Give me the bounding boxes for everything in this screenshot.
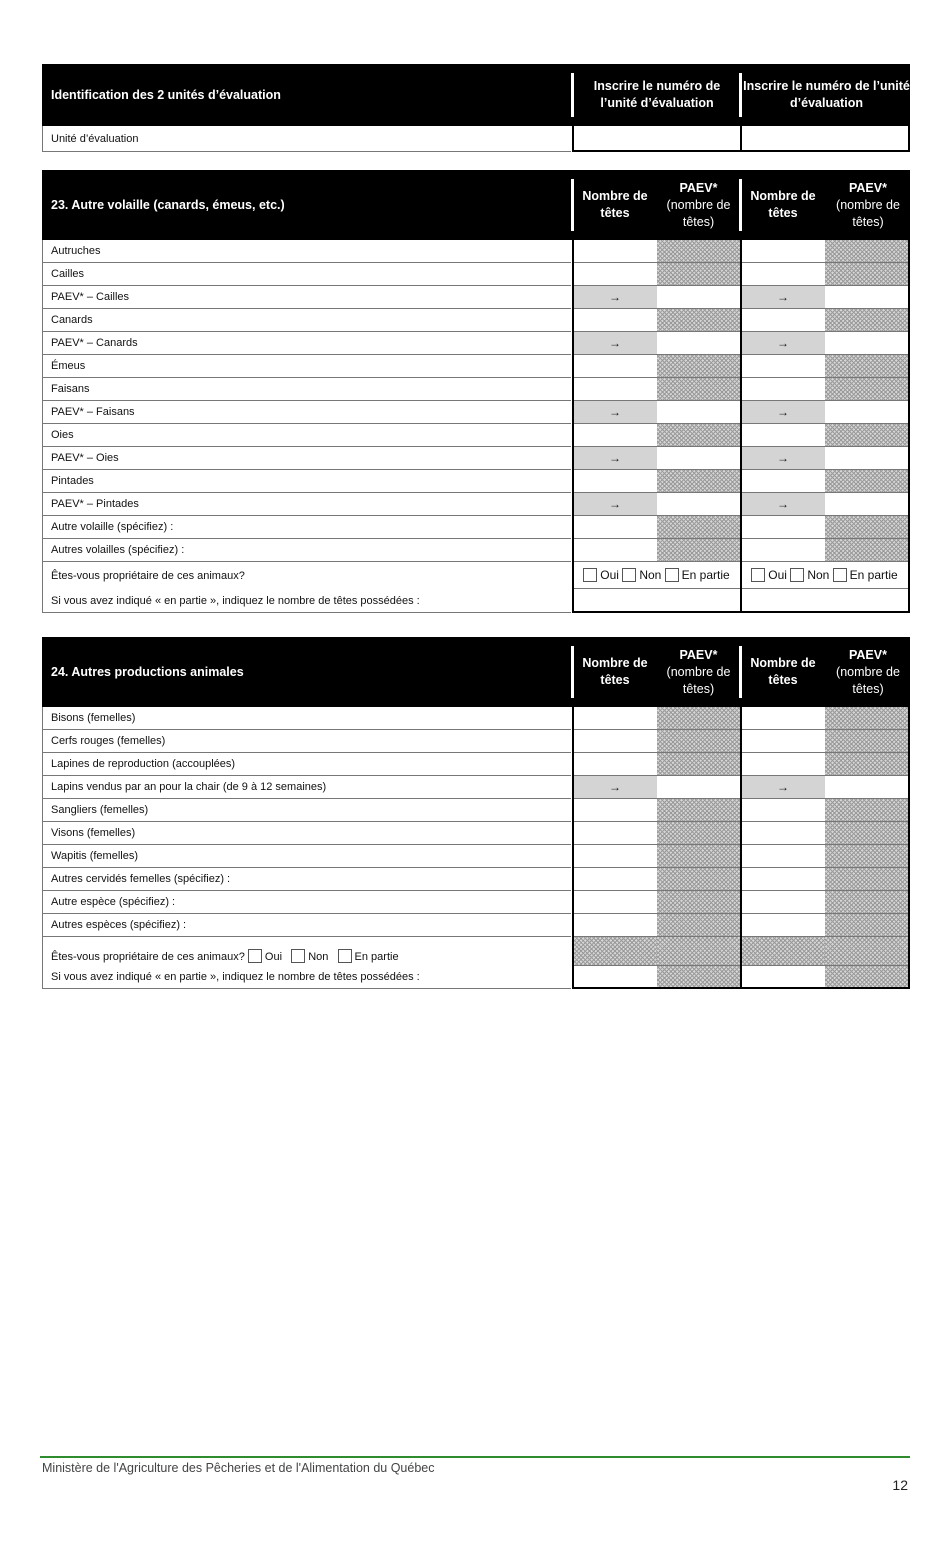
arrow-icon: → bbox=[741, 286, 825, 309]
table-row bbox=[42, 730, 910, 753]
hatched-cell bbox=[825, 753, 908, 776]
row-label: PAEV* – Cailles bbox=[42, 286, 571, 309]
section-24-header bbox=[42, 637, 910, 707]
unit2-header: Inscrire le numéro de l’unité d’évaluation bbox=[743, 79, 910, 110]
identification-table bbox=[42, 64, 910, 152]
hatched-cell bbox=[657, 355, 740, 378]
row-label: Autres espèces (spécifiez) : bbox=[42, 914, 571, 937]
arrow-icon: → bbox=[573, 286, 657, 309]
s23-unit1-partial-input[interactable] bbox=[573, 589, 740, 613]
hatched-cell bbox=[657, 730, 740, 753]
nombre-input[interactable] bbox=[573, 845, 657, 868]
arrow-icon: → bbox=[573, 776, 657, 799]
en-partie-checkbox[interactable] bbox=[665, 568, 679, 582]
oui-checkbox[interactable] bbox=[751, 568, 765, 582]
hatched-cell bbox=[657, 822, 740, 845]
table-row bbox=[42, 845, 910, 868]
paev-input[interactable] bbox=[657, 493, 740, 516]
nombre-input[interactable] bbox=[573, 730, 657, 753]
nombre-input[interactable] bbox=[741, 539, 825, 562]
table-row bbox=[42, 401, 910, 424]
table-row bbox=[42, 355, 910, 378]
hatched-cell bbox=[657, 263, 740, 286]
row-label: Wapitis (femelles) bbox=[42, 845, 571, 868]
hatched-cell bbox=[825, 730, 908, 753]
nombre-input[interactable] bbox=[741, 845, 825, 868]
paev-input[interactable] bbox=[657, 401, 740, 424]
hatched-cell bbox=[825, 914, 908, 937]
identification-title: Identification des 2 unités d’évaluation bbox=[51, 88, 281, 102]
unit1-number-input[interactable] bbox=[573, 126, 740, 152]
table-row bbox=[42, 891, 910, 914]
row-label: Cailles bbox=[42, 263, 571, 286]
nombre-input[interactable] bbox=[573, 707, 657, 730]
section-23-header bbox=[42, 170, 910, 240]
nombre-input[interactable] bbox=[573, 799, 657, 822]
nombre-input[interactable] bbox=[741, 355, 825, 378]
table-row bbox=[42, 493, 910, 516]
table-row bbox=[42, 447, 910, 470]
nombre-input[interactable] bbox=[741, 309, 825, 332]
row-label: Visons (femelles) bbox=[42, 822, 571, 845]
section-23-table bbox=[42, 170, 910, 613]
hatched-cell bbox=[825, 355, 908, 378]
arrow-icon: → bbox=[573, 447, 657, 470]
row-label: Autre espèce (spécifiez) : bbox=[42, 891, 571, 914]
en-partie-checkbox[interactable] bbox=[833, 568, 847, 582]
arrow-icon: → bbox=[573, 401, 657, 424]
row-label: Autre volaille (spécifiez) : bbox=[42, 516, 571, 539]
table-row bbox=[42, 822, 910, 845]
unit2-number-input[interactable] bbox=[741, 126, 908, 152]
nombre-input[interactable] bbox=[573, 470, 657, 493]
table-row bbox=[42, 516, 910, 539]
nombre-input[interactable] bbox=[741, 707, 825, 730]
arrow-icon: → bbox=[741, 776, 825, 799]
unit1-header: Inscrire le numéro de l’unité d’évaluation bbox=[593, 79, 721, 110]
s23-ownership-question: Êtes-vous propriétaire de ces animaux? bbox=[42, 562, 571, 589]
hatched-cell bbox=[825, 822, 908, 845]
s23-unit2-nombre-header: Nombre de têtes bbox=[750, 189, 816, 220]
paev-input[interactable] bbox=[825, 401, 908, 424]
row-label: PAEV* – Faisans bbox=[42, 401, 571, 424]
row-label: Pintades bbox=[42, 470, 571, 493]
row-label: Autres cervidés femelles (spécifiez) : bbox=[42, 868, 571, 891]
table-row bbox=[42, 753, 910, 776]
s23-partial-question: Si vous avez indiqué « en partie », indiquez le nombre de têtes possédées : bbox=[42, 589, 571, 613]
s24-unit2-partial-input[interactable] bbox=[741, 966, 825, 989]
s24-unit1-paev-header: PAEV* (nombre de têtes) bbox=[666, 647, 731, 696]
s24-unit1-partial-input[interactable] bbox=[573, 966, 657, 989]
row-label: Autres volailles (spécifiez) : bbox=[42, 539, 571, 562]
arrow-icon: → bbox=[741, 493, 825, 516]
arrow-icon: → bbox=[741, 447, 825, 470]
hatched-cell bbox=[825, 799, 908, 822]
row-label: PAEV* – Canards bbox=[42, 332, 571, 355]
row-label: Cerfs rouges (femelles) bbox=[42, 730, 571, 753]
nombre-input[interactable] bbox=[741, 914, 825, 937]
section-24-title: 24. Autres productions animales bbox=[51, 665, 244, 679]
paev-input[interactable] bbox=[657, 776, 740, 799]
nombre-input[interactable] bbox=[741, 516, 825, 539]
s23-unit2-ownership-options: Oui Non En partie bbox=[741, 562, 908, 589]
table-row bbox=[42, 539, 910, 562]
hatched-cell bbox=[657, 914, 740, 937]
row-label: Émeus bbox=[42, 355, 571, 378]
table-row bbox=[42, 707, 910, 730]
nombre-input[interactable] bbox=[741, 730, 825, 753]
paev-input[interactable] bbox=[825, 776, 908, 799]
table-row bbox=[42, 263, 910, 286]
s24-unit1-nombre-header: Nombre de têtes bbox=[582, 656, 648, 687]
row-label: Canards bbox=[42, 309, 571, 332]
s24-ownership-question: Êtes-vous propriétaire de ces animaux? Oui Non En partie bbox=[42, 937, 571, 966]
hatched-cell bbox=[657, 470, 740, 493]
unit-row-label: Unité d’évaluation bbox=[42, 126, 571, 152]
hatched-cell bbox=[657, 753, 740, 776]
hatched-cell bbox=[825, 868, 908, 891]
page-number: 12 bbox=[892, 1477, 908, 1493]
section-24-table bbox=[42, 637, 910, 989]
s24-partial-question: Si vous avez indiqué « en partie », indiquez le nombre de têtes possédées : bbox=[42, 966, 571, 989]
identification-header bbox=[42, 64, 910, 126]
table-row bbox=[42, 470, 910, 493]
paev-input[interactable] bbox=[825, 286, 908, 309]
s23-unit1-ownership-options: Oui Non En partie bbox=[573, 562, 740, 589]
paev-input[interactable] bbox=[825, 447, 908, 470]
hatched-cell bbox=[825, 891, 908, 914]
table-row bbox=[42, 799, 910, 822]
row-label: Autruches bbox=[42, 240, 571, 263]
paev-input[interactable] bbox=[657, 332, 740, 355]
hatched-cell bbox=[657, 378, 740, 401]
paev-input[interactable] bbox=[657, 286, 740, 309]
hatched-cell bbox=[825, 470, 908, 493]
nombre-input[interactable] bbox=[741, 753, 825, 776]
table-row bbox=[42, 378, 910, 401]
nombre-input[interactable] bbox=[741, 891, 825, 914]
hatched-cell bbox=[657, 424, 740, 447]
nombre-input[interactable] bbox=[573, 914, 657, 937]
table-row bbox=[42, 240, 910, 263]
row-label: Sangliers (femelles) bbox=[42, 799, 571, 822]
table-row bbox=[42, 914, 910, 937]
table-row bbox=[42, 309, 910, 332]
nombre-input[interactable] bbox=[573, 240, 657, 263]
paev-input[interactable] bbox=[825, 332, 908, 355]
paev-input[interactable] bbox=[825, 493, 908, 516]
row-label: PAEV* – Oies bbox=[42, 447, 571, 470]
row-label: Lapins vendus par an pour la chair (de 9 à 12 semaines) bbox=[42, 776, 571, 799]
hatched-cell bbox=[657, 845, 740, 868]
row-label: PAEV* – Pintades bbox=[42, 493, 571, 516]
hatched-cell bbox=[825, 707, 908, 730]
hatched-cell bbox=[825, 378, 908, 401]
hatched-cell bbox=[657, 240, 740, 263]
nombre-input[interactable] bbox=[573, 424, 657, 447]
s23-unit1-paev-header: PAEV* (nombre de têtes) bbox=[666, 180, 731, 229]
s23-unit2-paev-header: PAEV* (nombre de têtes) bbox=[836, 180, 900, 229]
hatched-cell bbox=[657, 516, 740, 539]
hatched-cell bbox=[657, 891, 740, 914]
hatched-cell bbox=[825, 516, 908, 539]
hatched-cell bbox=[825, 539, 908, 562]
table-row bbox=[42, 776, 910, 799]
s23-ownership-row bbox=[42, 562, 910, 589]
nombre-input[interactable] bbox=[741, 263, 825, 286]
hatched-cell bbox=[825, 309, 908, 332]
nombre-input[interactable] bbox=[741, 868, 825, 891]
nombre-input[interactable] bbox=[573, 263, 657, 286]
en-partie-checkbox[interactable] bbox=[338, 949, 352, 963]
row-label: Lapines de reproduction (accouplées) bbox=[42, 753, 571, 776]
non-checkbox[interactable] bbox=[790, 568, 804, 582]
non-checkbox[interactable] bbox=[622, 568, 636, 582]
paev-input[interactable] bbox=[657, 447, 740, 470]
oui-checkbox[interactable] bbox=[583, 568, 597, 582]
nombre-input[interactable] bbox=[741, 240, 825, 263]
s23-unit2-partial-input[interactable] bbox=[741, 589, 908, 613]
hatched-cell bbox=[657, 799, 740, 822]
nombre-input[interactable] bbox=[573, 309, 657, 332]
table-row bbox=[42, 424, 910, 447]
nombre-input[interactable] bbox=[573, 822, 657, 845]
nombre-input[interactable] bbox=[573, 355, 657, 378]
arrow-icon: → bbox=[573, 493, 657, 516]
hatched-cell bbox=[657, 309, 740, 332]
s23-unit1-nombre-header: Nombre de têtes bbox=[582, 189, 648, 220]
nombre-input[interactable] bbox=[573, 753, 657, 776]
hatched-cell bbox=[825, 263, 908, 286]
nombre-input[interactable] bbox=[741, 378, 825, 401]
arrow-icon: → bbox=[741, 332, 825, 355]
nombre-input[interactable] bbox=[741, 799, 825, 822]
hatched-cell bbox=[825, 424, 908, 447]
non-checkbox[interactable] bbox=[291, 949, 305, 963]
nombre-input[interactable] bbox=[573, 516, 657, 539]
arrow-icon: → bbox=[741, 401, 825, 424]
row-label: Oies bbox=[42, 424, 571, 447]
hatched-cell bbox=[657, 868, 740, 891]
nombre-input[interactable] bbox=[573, 539, 657, 562]
nombre-input[interactable] bbox=[573, 378, 657, 401]
hatched-cell bbox=[825, 240, 908, 263]
s24-unit2-nombre-header: Nombre de têtes bbox=[750, 656, 816, 687]
nombre-input[interactable] bbox=[741, 470, 825, 493]
nombre-input[interactable] bbox=[741, 424, 825, 447]
table-row bbox=[42, 332, 910, 355]
row-label: Faisans bbox=[42, 378, 571, 401]
s24-ownership-row bbox=[42, 937, 910, 966]
nombre-input[interactable] bbox=[741, 822, 825, 845]
hatched-cell bbox=[825, 845, 908, 868]
nombre-input[interactable] bbox=[573, 891, 657, 914]
footer-ministry: Ministère de l'Agriculture des Pêcheries et de l'Alimentation du Québec bbox=[42, 1461, 435, 1475]
s24-unit2-paev-header: PAEV* (nombre de têtes) bbox=[836, 647, 900, 696]
hatched-cell bbox=[657, 707, 740, 730]
section-23-title: 23. Autre volaille (canards, émeus, etc.) bbox=[51, 198, 285, 212]
row-label: Bisons (femelles) bbox=[42, 707, 571, 730]
nombre-input[interactable] bbox=[573, 868, 657, 891]
arrow-icon: → bbox=[573, 332, 657, 355]
footer-divider bbox=[40, 1456, 910, 1458]
oui-checkbox[interactable] bbox=[248, 949, 262, 963]
hatched-cell bbox=[657, 539, 740, 562]
table-row bbox=[42, 286, 910, 309]
table-row bbox=[42, 868, 910, 891]
